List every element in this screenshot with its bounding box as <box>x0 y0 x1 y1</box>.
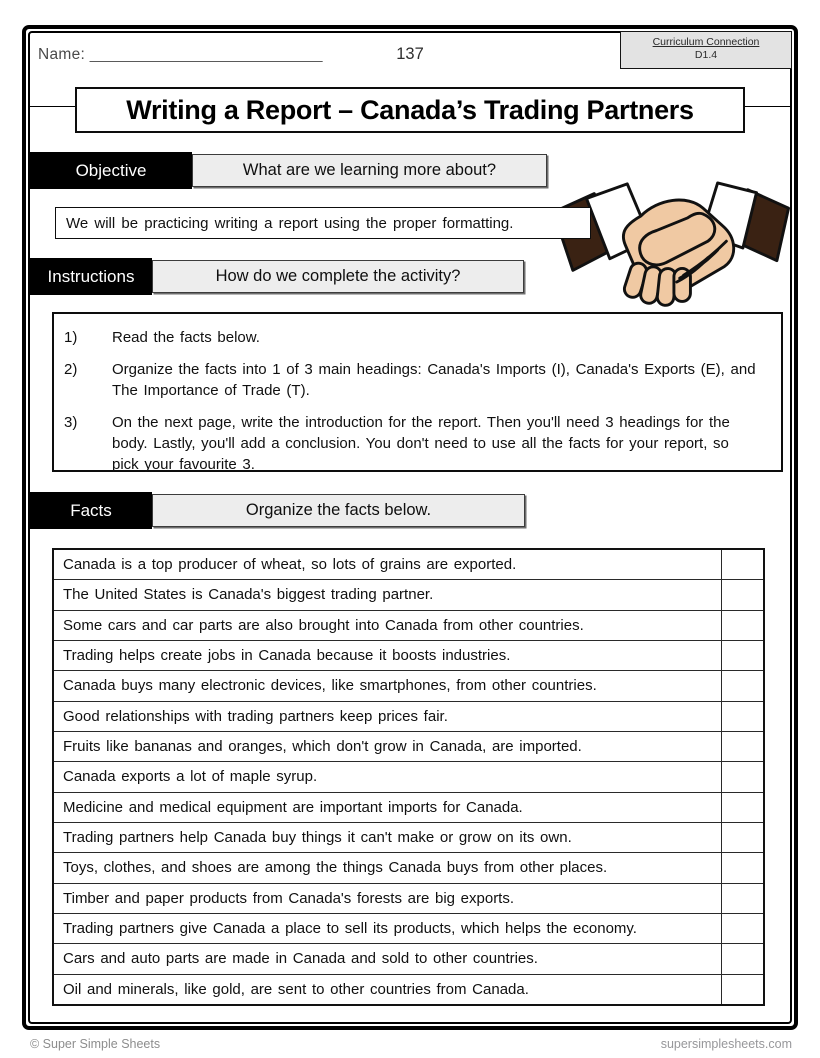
fact-answer-cell <box>721 580 763 609</box>
fact-row <box>54 884 763 914</box>
fact-row <box>54 853 763 883</box>
fact-answer-cell <box>721 762 763 791</box>
fact-row <box>54 611 763 641</box>
fact-text: Fruits like bananas and oranges, which don't grow in Canada, are imported. <box>63 738 582 756</box>
curriculum-code: D1.4 <box>694 49 718 61</box>
curriculum-connection-box <box>620 31 792 69</box>
fact-text: Medicine and medical equipment are important imports for Canada. <box>63 798 523 816</box>
instruction-steps <box>64 327 759 475</box>
fact-text: Toys, clothes, and shoes are among the things Canada buys from other places. <box>63 859 608 877</box>
fact-row <box>54 823 763 853</box>
instruction-step <box>64 327 759 348</box>
fact-answer-cell <box>721 641 763 670</box>
footer-copyright: © Super Simple Sheets <box>30 1037 161 1051</box>
step-text: Read the facts below. <box>112 329 260 346</box>
fact-answer-cell <box>721 944 763 973</box>
instructions-prompt: How do we complete the activity? <box>152 260 524 293</box>
fact-answer-cell <box>721 732 763 761</box>
step-number: 2) <box>64 361 78 378</box>
fact-answer-cell <box>721 793 763 822</box>
fact-answer-cell <box>721 975 763 1004</box>
instructions-box <box>52 312 783 472</box>
fact-answer-cell <box>721 823 763 852</box>
fact-row <box>54 975 763 1004</box>
fact-text: Trading helps create jobs in Canada because it boosts industries. <box>63 647 511 665</box>
fact-answer-cell <box>721 550 763 579</box>
step-text: On the next page, write the introduction for the report. Then you'll need 3 headings for the body. Lastly, you'll add a conclusion. You don't need to use all the facts for your report, so pick your favourite 3. <box>112 414 730 473</box>
objective-prompt: What are we learning more about? <box>192 154 547 187</box>
fact-answer-cell <box>721 853 763 882</box>
fact-row <box>54 944 763 974</box>
facts-prompt: Organize the facts below. <box>152 494 525 527</box>
step-number: 3) <box>64 414 78 431</box>
instruction-step <box>64 359 759 401</box>
step-text: Organize the facts into 1 of 3 main headings: Canada's Imports (I), Canada's Exports (E), and The Importance of Trade (T). <box>112 361 756 399</box>
fact-answer-cell <box>721 914 763 943</box>
objective-label: Objective <box>30 152 192 189</box>
fact-answer-cell <box>721 611 763 640</box>
facts-table <box>52 548 765 1006</box>
fact-text: Cars and auto parts are made in Canada and sold to other countries. <box>63 950 538 968</box>
instructions-label: Instructions <box>30 258 152 295</box>
fact-text: Trading partners help Canada buy things it can't make or grow on its own. <box>63 829 572 847</box>
fact-text: Good relationships with trading partners keep prices fair. <box>63 707 448 725</box>
fact-text: Trading partners give Canada a place to sell its products, which helps the economy. <box>63 920 637 938</box>
curriculum-title: Curriculum Connection <box>652 36 760 48</box>
page-number: 137 <box>396 45 424 63</box>
fact-row <box>54 793 763 823</box>
fact-row <box>54 641 763 671</box>
name-label: Name: <box>38 46 86 63</box>
page-title: Writing a Report – Canada’s Trading Partners <box>75 87 745 133</box>
step-number: 1) <box>64 329 78 346</box>
handshake-icon <box>548 181 794 317</box>
footer-website: supersimplesheets.com <box>660 1037 792 1051</box>
fact-text: Some cars and car parts are also brought into Canada from other countries. <box>63 616 584 634</box>
fact-row <box>54 580 763 610</box>
name-blank-line: ___________________________ <box>89 46 323 63</box>
fact-text: The United States is Canada's biggest trading partner. <box>63 586 434 604</box>
fact-row <box>54 762 763 792</box>
fact-answer-cell <box>721 671 763 700</box>
fact-row <box>54 914 763 944</box>
fact-text: Timber and paper products from Canada's forests are big exports. <box>63 889 515 907</box>
instruction-step <box>64 412 759 475</box>
fact-text: Canada exports a lot of maple syrup. <box>63 768 318 786</box>
name-row <box>38 46 323 64</box>
objective-statement: We will be practicing writing a report using the proper formatting. <box>55 207 591 239</box>
fact-answer-cell <box>721 884 763 913</box>
facts-label: Facts <box>30 492 152 529</box>
fact-row <box>54 732 763 762</box>
fact-row <box>54 671 763 701</box>
fact-text: Canada is a top producer of wheat, so lots of grains are exported. <box>63 556 517 574</box>
fact-text: Canada buys many electronic devices, like smartphones, from other countries. <box>63 677 597 695</box>
fact-row <box>54 702 763 732</box>
fact-answer-cell <box>721 702 763 731</box>
fact-row <box>54 550 763 580</box>
fact-text: Oil and minerals, like gold, are sent to other countries from Canada. <box>63 980 529 998</box>
